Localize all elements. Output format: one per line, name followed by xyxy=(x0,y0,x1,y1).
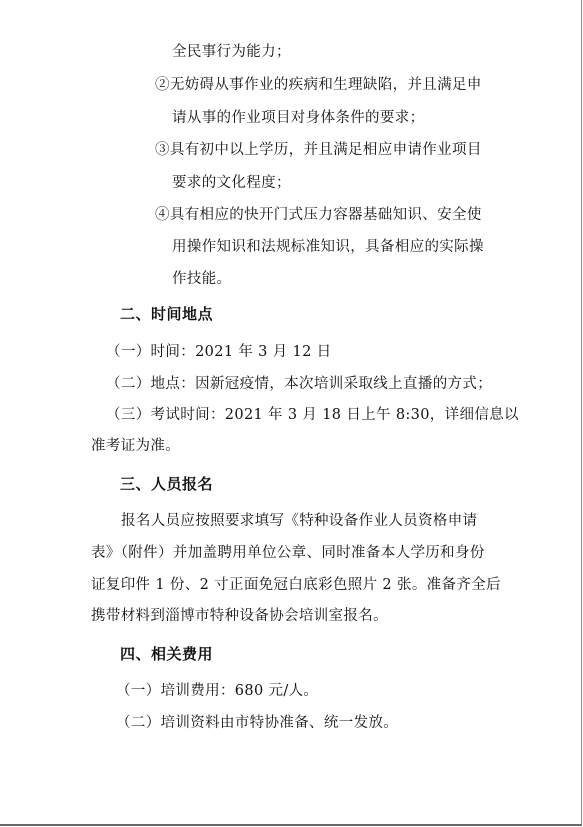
list-item: （三）考试时间：2021 年 3 月 18 日上午 8:30，详细信息以 xyxy=(106,407,519,423)
list-item: （二）培训资料由市特协准备、统一发放。 xyxy=(116,715,399,731)
list-item: （一）培训费用：680 元/人。 xyxy=(116,683,319,699)
section-heading-registration: 三、人员报名 xyxy=(120,475,214,493)
text-line: ④具有相应的快开门式压力容器基础知识、安全使 xyxy=(155,207,482,223)
paragraph-line: 报名人员应按照要求填写《特种设备作业人员资格申请 xyxy=(121,513,478,529)
paragraph-line: 证复印件 1 份、2 寸正面免冠白底彩色照片 2 张。准备齐全后 xyxy=(91,577,501,593)
text-line: ③具有初中以上学历，并且满足相应申请作业项目 xyxy=(155,142,482,158)
paragraph-line: 携带材料到淄博市特种设备协会培训室报名。 xyxy=(91,608,388,624)
section-heading-fees: 四、相关费用 xyxy=(120,645,214,663)
text-line: 全民事行为能力； xyxy=(172,44,291,60)
paragraph-line: 表》（附件）并加盖聘用单位公章、同时准备本人学历和身份 xyxy=(91,545,485,561)
list-item: （一）时间：2021 年 3 月 12 日 xyxy=(106,344,332,360)
text-line: 请从事的作业项目对身体条件的要求； xyxy=(172,110,425,126)
text-line: 用操作知识和法规标准知识，具备相应的实际操 xyxy=(172,239,484,255)
section-heading-time-place: 二、时间地点 xyxy=(120,305,214,323)
list-item-continuation: 准考证为准。 xyxy=(91,438,181,454)
text-line: 要求的文化程度； xyxy=(172,175,291,191)
text-line: ②无妨碍从事作业的疾病和生理缺陷，并且满足申 xyxy=(155,77,482,93)
text-line: 作技能。 xyxy=(172,271,232,287)
list-item: （二）地点：因新冠疫情，本次培训采取线上直播的方式； xyxy=(106,376,493,392)
